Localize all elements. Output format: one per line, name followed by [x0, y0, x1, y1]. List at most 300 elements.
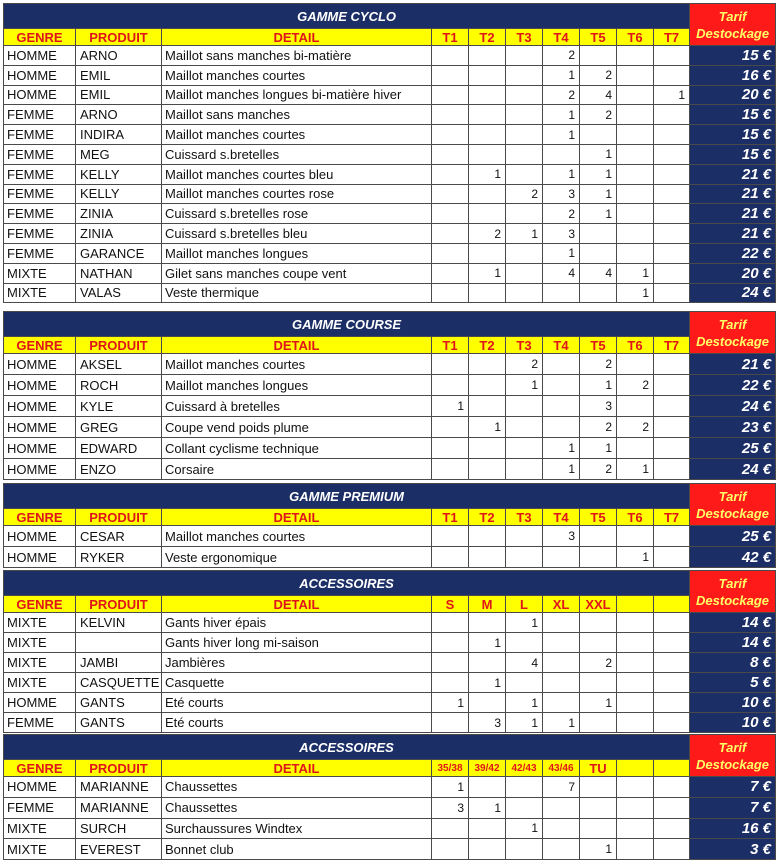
size-qty-cell: [654, 633, 690, 653]
size-qty-cell: 1: [469, 797, 506, 818]
size-qty-cell: [469, 283, 506, 303]
size-qty-cell: 1: [580, 204, 617, 224]
size-qty-cell: [617, 777, 654, 798]
genre-cell: FEMME: [4, 105, 76, 125]
column-header: DETAIL: [162, 29, 432, 46]
table-row: [4, 164, 776, 184]
column-header: DETAIL: [162, 509, 432, 526]
size-qty-cell: 4: [580, 85, 617, 105]
column-header: T1: [432, 509, 469, 526]
detail-cell: Cuissard s.bretelles rose: [162, 204, 432, 224]
size-qty-cell: [506, 125, 543, 145]
table-row: [4, 633, 776, 653]
detail-cell: Cuissard s.bretelles: [162, 144, 432, 164]
section-title: GAMME CYCLO: [4, 4, 690, 29]
produit-cell: INDIRA: [76, 125, 162, 145]
column-header: T2: [469, 337, 506, 354]
genre-cell: HOMME: [4, 417, 76, 438]
size-qty-cell: [506, 797, 543, 818]
size-qty-cell: [543, 144, 580, 164]
size-qty-cell: 2: [506, 184, 543, 204]
size-qty-cell: [654, 354, 690, 375]
column-header: [617, 596, 654, 613]
detail-cell: Gants hiver épais: [162, 613, 432, 633]
size-qty-cell: [654, 438, 690, 459]
detail-cell: Cuissard à bretelles: [162, 396, 432, 417]
size-qty-cell: 2: [543, 204, 580, 224]
price-cell: 15 €: [690, 46, 776, 66]
size-qty-cell: [432, 263, 469, 283]
genre-cell: FEMME: [4, 797, 76, 818]
size-qty-cell: [654, 375, 690, 396]
table-row: [4, 105, 776, 125]
tarif-destockage-header: Tarif Destockage: [690, 484, 776, 526]
size-qty-cell: [432, 375, 469, 396]
size-qty-cell: [654, 283, 690, 303]
size-qty-cell: [432, 46, 469, 66]
size-qty-cell: [432, 164, 469, 184]
size-qty-cell: [654, 526, 690, 547]
size-qty-cell: [469, 613, 506, 633]
detail-cell: Collant cyclisme technique: [162, 438, 432, 459]
size-qty-cell: [580, 224, 617, 244]
column-header: T7: [654, 29, 690, 46]
size-qty-cell: 4: [543, 263, 580, 283]
price-cell: 21 €: [690, 164, 776, 184]
column-header: S: [432, 596, 469, 613]
table-row: [4, 85, 776, 105]
size-qty-cell: 1: [580, 693, 617, 713]
column-header: T3: [506, 29, 543, 46]
size-qty-cell: [469, 818, 506, 839]
size-qty-cell: [469, 375, 506, 396]
size-qty-cell: [654, 797, 690, 818]
size-qty-cell: 1: [543, 713, 580, 733]
size-qty-cell: 4: [506, 653, 543, 673]
size-qty-cell: [617, 243, 654, 263]
size-qty-cell: [506, 547, 543, 568]
column-header: PRODUIT: [76, 509, 162, 526]
column-header: PRODUIT: [76, 29, 162, 46]
size-qty-cell: 1: [506, 693, 543, 713]
size-qty-cell: 1: [580, 184, 617, 204]
size-qty-cell: [469, 125, 506, 145]
size-qty-cell: [543, 653, 580, 673]
size-qty-cell: [580, 818, 617, 839]
detail-cell: Maillot manches longues: [162, 243, 432, 263]
column-header: T6: [617, 29, 654, 46]
size-qty-cell: [617, 204, 654, 224]
size-qty-cell: 1: [617, 283, 654, 303]
produit-cell: JAMBI: [76, 653, 162, 673]
size-qty-cell: [654, 46, 690, 66]
detail-cell: Maillot manches longues: [162, 375, 432, 396]
genre-cell: HOMME: [4, 777, 76, 798]
size-qty-cell: [506, 164, 543, 184]
size-qty-cell: [617, 526, 654, 547]
column-header: L: [506, 596, 543, 613]
detail-cell: Maillot manches courtes: [162, 125, 432, 145]
size-qty-cell: [617, 144, 654, 164]
price-cell: 16 €: [690, 818, 776, 839]
table-row: [4, 777, 776, 798]
table-row: [4, 653, 776, 673]
table-row: [4, 693, 776, 713]
size-qty-cell: [543, 354, 580, 375]
section-3: [3, 483, 776, 568]
size-qty-cell: [506, 144, 543, 164]
column-header: T7: [654, 337, 690, 354]
table-row: [4, 354, 776, 375]
genre-cell: FEMME: [4, 164, 76, 184]
produit-cell: EVEREST: [76, 839, 162, 860]
price-cell: 21 €: [690, 224, 776, 244]
size-qty-cell: 2: [469, 224, 506, 244]
size-qty-cell: [506, 243, 543, 263]
table-row: [4, 839, 776, 860]
size-qty-cell: [543, 818, 580, 839]
column-header: T7: [654, 509, 690, 526]
produit-cell: KELLY: [76, 184, 162, 204]
detail-cell: Corsaire: [162, 459, 432, 480]
size-qty-cell: [617, 818, 654, 839]
size-qty-cell: [506, 263, 543, 283]
column-header: XXL: [580, 596, 617, 613]
column-header: T4: [543, 29, 580, 46]
table-row: [4, 46, 776, 66]
price-cell: 14 €: [690, 613, 776, 633]
size-qty-cell: [617, 85, 654, 105]
produit-cell: GARANCE: [76, 243, 162, 263]
size-qty-cell: [654, 547, 690, 568]
price-cell: 10 €: [690, 693, 776, 713]
price-cell: 14 €: [690, 633, 776, 653]
size-qty-cell: [506, 633, 543, 653]
column-header: 39/42: [469, 760, 506, 777]
column-header: T5: [580, 337, 617, 354]
size-qty-cell: 1: [654, 85, 690, 105]
size-qty-cell: 1: [469, 263, 506, 283]
column-header: T6: [617, 337, 654, 354]
stock-table: [3, 734, 776, 860]
produit-cell: AKSEL: [76, 354, 162, 375]
genre-cell: HOMME: [4, 438, 76, 459]
stock-table: [3, 3, 776, 303]
produit-cell: KYLE: [76, 396, 162, 417]
detail-cell: Cuissard s.bretelles bleu: [162, 224, 432, 244]
genre-cell: HOMME: [4, 526, 76, 547]
size-qty-cell: 1: [580, 144, 617, 164]
size-qty-cell: [617, 713, 654, 733]
table-row: [4, 184, 776, 204]
column-header: PRODUIT: [76, 760, 162, 777]
price-cell: 3 €: [690, 839, 776, 860]
size-qty-cell: [617, 65, 654, 85]
price-cell: 22 €: [690, 243, 776, 263]
price-cell: 15 €: [690, 125, 776, 145]
column-header: T5: [580, 509, 617, 526]
size-qty-cell: 3: [469, 713, 506, 733]
size-qty-cell: [654, 459, 690, 480]
size-qty-cell: [432, 417, 469, 438]
size-qty-cell: [506, 283, 543, 303]
produit-cell: ZINIA: [76, 204, 162, 224]
detail-cell: Maillot manches longues bi-matière hiver: [162, 85, 432, 105]
produit-cell: GREG: [76, 417, 162, 438]
size-qty-cell: 4: [580, 263, 617, 283]
column-header: DETAIL: [162, 760, 432, 777]
genre-cell: FEMME: [4, 243, 76, 263]
produit-cell: ZINIA: [76, 224, 162, 244]
price-cell: 24 €: [690, 396, 776, 417]
size-qty-cell: 2: [580, 417, 617, 438]
size-qty-cell: [580, 547, 617, 568]
size-qty-cell: [617, 653, 654, 673]
table-row: [4, 613, 776, 633]
column-header: DETAIL: [162, 337, 432, 354]
column-header: PRODUIT: [76, 596, 162, 613]
produit-cell: NATHAN: [76, 263, 162, 283]
stock-table: [3, 311, 776, 480]
size-qty-cell: [506, 526, 543, 547]
column-header: GENRE: [4, 760, 76, 777]
size-qty-cell: [469, 204, 506, 224]
genre-cell: FEMME: [4, 144, 76, 164]
section-4: [3, 570, 776, 733]
size-qty-cell: 1: [543, 65, 580, 85]
size-qty-cell: [469, 693, 506, 713]
size-qty-cell: 1: [580, 375, 617, 396]
size-qty-cell: 2: [543, 46, 580, 66]
produit-cell: CASQUETTE: [76, 673, 162, 693]
produit-cell: MARIANNE: [76, 777, 162, 798]
size-qty-cell: [580, 526, 617, 547]
column-header: 43/46: [543, 760, 580, 777]
size-qty-cell: 1: [506, 613, 543, 633]
produit-cell: CESAR: [76, 526, 162, 547]
genre-cell: HOMME: [4, 547, 76, 568]
produit-cell: EMIL: [76, 85, 162, 105]
size-qty-cell: [432, 65, 469, 85]
produit-cell: MEG: [76, 144, 162, 164]
size-qty-cell: [506, 85, 543, 105]
size-qty-cell: [617, 224, 654, 244]
size-qty-cell: [617, 105, 654, 125]
detail-cell: Chaussettes: [162, 797, 432, 818]
size-qty-cell: 2: [617, 417, 654, 438]
size-qty-cell: [617, 673, 654, 693]
column-header: [654, 596, 690, 613]
size-qty-cell: [654, 693, 690, 713]
size-qty-cell: 1: [506, 713, 543, 733]
size-qty-cell: [543, 547, 580, 568]
size-qty-cell: [432, 459, 469, 480]
size-qty-cell: 1: [543, 438, 580, 459]
size-qty-cell: [654, 224, 690, 244]
column-header: T3: [506, 509, 543, 526]
column-header: T1: [432, 337, 469, 354]
column-header: T4: [543, 509, 580, 526]
size-qty-cell: [432, 547, 469, 568]
size-qty-cell: [469, 354, 506, 375]
size-qty-cell: [543, 283, 580, 303]
size-qty-cell: [580, 777, 617, 798]
table-row: [4, 263, 776, 283]
size-qty-cell: 1: [543, 243, 580, 263]
price-cell: 16 €: [690, 65, 776, 85]
size-qty-cell: [543, 375, 580, 396]
size-qty-cell: 1: [432, 396, 469, 417]
genre-cell: HOMME: [4, 46, 76, 66]
produit-cell: ARNO: [76, 46, 162, 66]
size-qty-cell: [654, 777, 690, 798]
price-cell: 15 €: [690, 105, 776, 125]
produit-cell: GANTS: [76, 713, 162, 733]
size-qty-cell: [432, 713, 469, 733]
detail-cell: Eté courts: [162, 713, 432, 733]
genre-cell: MIXTE: [4, 633, 76, 653]
size-qty-cell: 2: [506, 354, 543, 375]
column-header: PRODUIT: [76, 337, 162, 354]
size-qty-cell: [506, 105, 543, 125]
detail-cell: Chaussettes: [162, 777, 432, 798]
detail-cell: Gilet sans manches coupe vent: [162, 263, 432, 283]
size-qty-cell: [543, 797, 580, 818]
column-header: GENRE: [4, 596, 76, 613]
size-qty-cell: [580, 673, 617, 693]
produit-cell: KELVIN: [76, 613, 162, 633]
size-qty-cell: 3: [543, 184, 580, 204]
size-qty-cell: 2: [580, 653, 617, 673]
tarif-destockage-header: Tarif Destockage: [690, 312, 776, 354]
price-cell: 25 €: [690, 526, 776, 547]
size-qty-cell: 1: [617, 547, 654, 568]
size-qty-cell: [432, 839, 469, 860]
section-5: [3, 734, 776, 860]
size-qty-cell: [543, 417, 580, 438]
price-cell: 22 €: [690, 375, 776, 396]
size-qty-cell: [469, 243, 506, 263]
table-row: [4, 797, 776, 818]
produit-cell: RYKER: [76, 547, 162, 568]
size-qty-cell: 1: [469, 633, 506, 653]
table-row: [4, 526, 776, 547]
genre-cell: MIXTE: [4, 653, 76, 673]
size-qty-cell: [654, 613, 690, 633]
genre-cell: HOMME: [4, 85, 76, 105]
genre-cell: FEMME: [4, 184, 76, 204]
price-cell: 7 €: [690, 777, 776, 798]
size-qty-cell: [617, 797, 654, 818]
column-header: T2: [469, 29, 506, 46]
price-cell: 23 €: [690, 417, 776, 438]
genre-cell: MIXTE: [4, 613, 76, 633]
size-qty-cell: [432, 125, 469, 145]
size-qty-cell: [580, 613, 617, 633]
size-qty-cell: [506, 438, 543, 459]
size-qty-cell: [506, 459, 543, 480]
table-row: [4, 65, 776, 85]
size-qty-cell: [543, 673, 580, 693]
size-qty-cell: [580, 243, 617, 263]
column-header: TU: [580, 760, 617, 777]
size-qty-cell: [617, 354, 654, 375]
table-row: [4, 417, 776, 438]
size-qty-cell: [654, 204, 690, 224]
size-qty-cell: [580, 125, 617, 145]
size-qty-cell: [432, 673, 469, 693]
detail-cell: Coupe vend poids plume: [162, 417, 432, 438]
size-qty-cell: [654, 184, 690, 204]
size-qty-cell: [469, 105, 506, 125]
produit-cell: [76, 633, 162, 653]
size-qty-cell: 1: [432, 693, 469, 713]
table-row: [4, 396, 776, 417]
size-qty-cell: [469, 438, 506, 459]
size-qty-cell: [580, 283, 617, 303]
table-row: [4, 125, 776, 145]
column-header: GENRE: [4, 509, 76, 526]
detail-cell: Eté courts: [162, 693, 432, 713]
section-title: ACCESSOIRES: [4, 571, 690, 596]
produit-cell: ARNO: [76, 105, 162, 125]
price-cell: 10 €: [690, 713, 776, 733]
size-qty-cell: [469, 184, 506, 204]
produit-cell: ENZO: [76, 459, 162, 480]
size-qty-cell: [617, 184, 654, 204]
column-header: GENRE: [4, 29, 76, 46]
price-cell: 24 €: [690, 459, 776, 480]
size-qty-cell: [432, 633, 469, 653]
size-qty-cell: [506, 839, 543, 860]
size-qty-cell: 1: [432, 777, 469, 798]
price-cell: 42 €: [690, 547, 776, 568]
size-qty-cell: [543, 613, 580, 633]
size-qty-cell: [543, 693, 580, 713]
size-qty-cell: [432, 653, 469, 673]
column-header: [617, 760, 654, 777]
size-qty-cell: [617, 839, 654, 860]
size-qty-cell: [506, 777, 543, 798]
size-qty-cell: 2: [580, 354, 617, 375]
size-qty-cell: [432, 184, 469, 204]
size-qty-cell: 1: [506, 818, 543, 839]
tarif-destockage-header: Tarif Destockage: [690, 735, 776, 777]
detail-cell: Maillot sans manches bi-matière: [162, 46, 432, 66]
table-row: [4, 243, 776, 263]
produit-cell: ROCH: [76, 375, 162, 396]
size-qty-cell: 1: [543, 105, 580, 125]
price-cell: 21 €: [690, 204, 776, 224]
detail-cell: Bonnet club: [162, 839, 432, 860]
size-qty-cell: 1: [469, 164, 506, 184]
column-header: T5: [580, 29, 617, 46]
column-header: DETAIL: [162, 596, 432, 613]
price-cell: 20 €: [690, 263, 776, 283]
price-cell: 8 €: [690, 653, 776, 673]
size-qty-cell: [654, 713, 690, 733]
size-qty-cell: [617, 164, 654, 184]
size-qty-cell: [432, 144, 469, 164]
detail-cell: Maillot manches courtes: [162, 65, 432, 85]
section-title: GAMME PREMIUM: [4, 484, 690, 509]
price-cell: 21 €: [690, 354, 776, 375]
section-title: GAMME COURSE: [4, 312, 690, 337]
table-row: [4, 459, 776, 480]
size-qty-cell: [506, 65, 543, 85]
table-row: [4, 438, 776, 459]
size-qty-cell: [654, 65, 690, 85]
